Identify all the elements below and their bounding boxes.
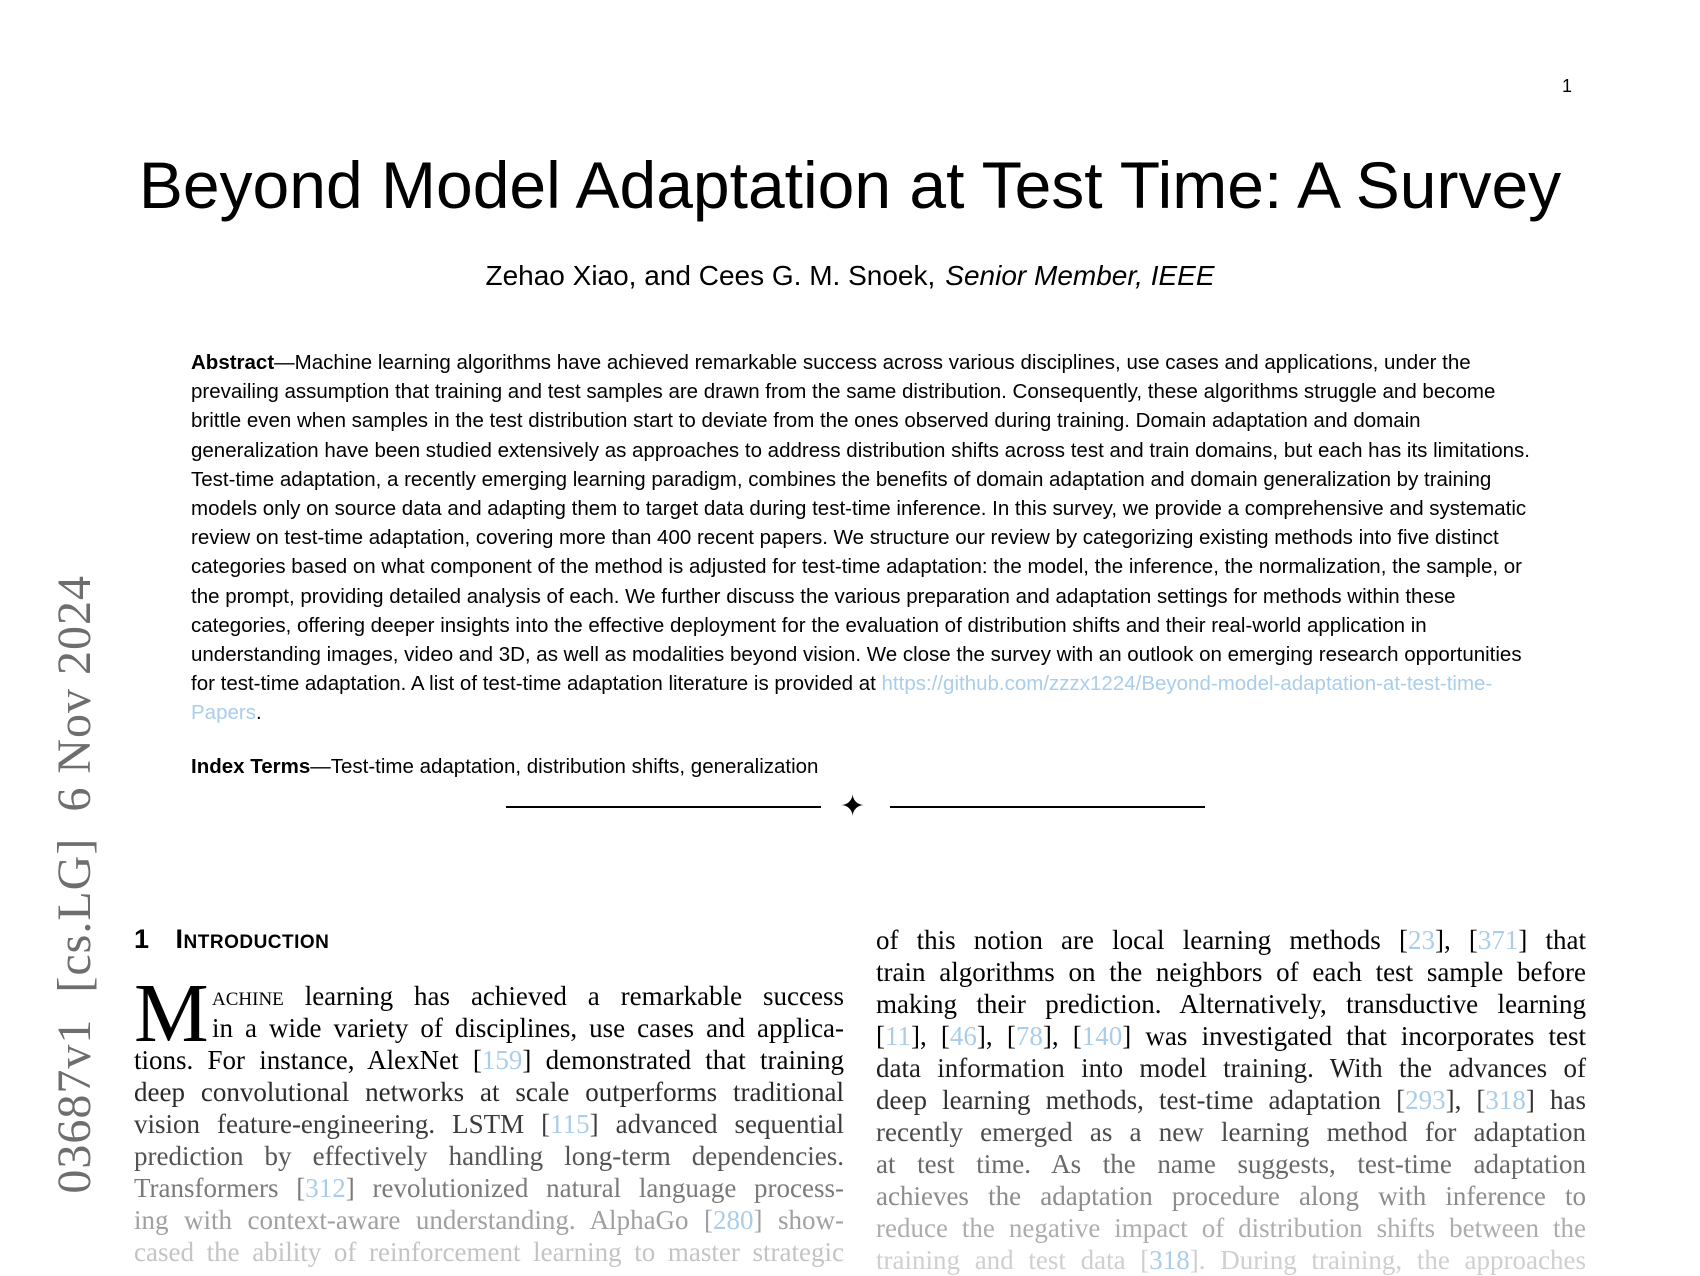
text-line: [11], [46], [78], [140] was investigated that incorporates test <box>876 1021 1587 1051</box>
text-line: deep learning methods, test-time adaptation [293], [318] has <box>876 1085 1587 1115</box>
section-heading <box>134 924 329 955</box>
arxiv-date: 6 Nov 2024 <box>48 575 101 812</box>
divider-line-right <box>890 806 1205 808</box>
index-terms-text: —Test-time adaptation, distribution shifts, generalization <box>310 755 819 778</box>
section-number: 1 <box>134 924 150 954</box>
author-names: Zehao Xiao, and Cees G. M. Snoek, <box>485 260 936 291</box>
citation[interactable]: 293 <box>1405 1085 1446 1115</box>
abstract-link[interactable]: https://github.com/zzzx1224/Beyond-model-adaptation-at-test-time-Papers <box>191 672 1493 725</box>
paper-title: Beyond Model Adaptation at Test Time: A Survey <box>138 148 1562 222</box>
citation[interactable]: 318 <box>1485 1085 1526 1115</box>
citation[interactable]: 280 <box>713 1205 754 1235</box>
citation[interactable]: 318 <box>1149 1245 1190 1275</box>
citation[interactable]: 140 <box>1081 1021 1123 1051</box>
text-line: making their prediction. Alternatively, transductive learning <box>876 989 1586 1019</box>
author-line <box>0 258 1700 294</box>
text-line: data information into model training. With the advances of <box>876 1053 1586 1083</box>
citation[interactable]: 312 <box>305 1173 346 1203</box>
citation[interactable]: 78 <box>1015 1021 1043 1051</box>
arxiv-category: [cs.LG] <box>48 837 101 993</box>
text-line: tions. For instance, AlexNet [159] demonstrated that training <box>134 1045 844 1075</box>
text-line: Transformers [312] revolutionized natural language process- <box>134 1173 845 1203</box>
text-line: deep convolutional networks at scale outperforms traditional <box>134 1077 844 1107</box>
text-line: of this notion are local learning methods [23], [371] that <box>876 925 1586 955</box>
text-line: achine learning has achieved a remarkable success <box>212 981 844 1011</box>
arxiv-stamp <box>48 575 101 1275</box>
section-title: Introduction <box>175 924 330 954</box>
text-line: achieves the adaptation procedure along with inference to <box>876 1181 1586 1211</box>
page-number: 1 <box>1562 76 1573 96</box>
text-line: ing with context-aware understanding. AlphaGo [280] show- <box>134 1205 845 1235</box>
citation[interactable]: 46 <box>949 1021 977 1051</box>
text-line: reduce the negative impact of distribution shifts between the <box>876 1213 1586 1243</box>
text-line: vision feature-engineering. LSTM [115] advanced sequential <box>134 1109 845 1139</box>
divider-line-left <box>506 806 821 808</box>
text-line: training and test data [318]. During training, the approaches <box>876 1245 1586 1275</box>
text-line: at test time. As the name suggests, test-time adaptation <box>876 1149 1586 1179</box>
citation[interactable]: 11 <box>885 1021 911 1051</box>
abstract <box>191 348 1531 728</box>
divider-star-icon: ✦ <box>840 789 866 824</box>
text-line: train algorithms on the neighbors of each test sample before <box>876 957 1586 987</box>
text-line: recently emerged as a new learning method for adaptation <box>876 1117 1586 1147</box>
abstract-end: . <box>255 701 262 725</box>
citation[interactable]: 159 <box>481 1045 523 1075</box>
index-terms-label: Index Terms <box>191 755 311 778</box>
abstract-text: —Machine learning algorithms have achieved remarkable success across various disciplines, use cases and applications, under the prevailing assumption that training and test samples are drawn from the same distribution. Consequently, these algorithms struggle and become brittle even when samples in the test distribution start to deviate from the ones observed during training. Domain adaptation and domain generalization have been studied extensively as approaches to address distribution shifts across test and train domains, but each has its limitations. Test-time adaptation, a recently emerging learning paradigm, combines the benefits of domain adaptation and domain generalization by training models only on source data and adapting them to target data during test-time inference. In this survey, we provide a comprehensive and systematic review on test-time adaptation, covering more than 400 recent papers. We structure our review by categorizing existing methods into five distinct categories based on what component of the method is adjusted for test-time adaptation: the model, the inference, the normalization, the sample, or the prompt, providing detailed analysis of each. We further discuss the various preparation and adaptation settings for methods within these categories, offering deeper insights into the effective deployment for the evaluation of distribution shifts and their real-world application in understanding images, video and 3D, as well as modalities beyond vision. We close the survey with an outlook on emerging research opportunities for test-time adaptation. A list of test-time adaptation literature is provided at <box>191 351 1530 696</box>
index-terms <box>191 752 818 781</box>
text-line: cased the ability of reinforcement learning to master strategic <box>134 1237 844 1267</box>
citation[interactable]: 23 <box>1407 925 1435 955</box>
arxiv-id: 03687v1 <box>48 1018 101 1194</box>
author-affiliation: Senior Member, IEEE <box>945 260 1215 291</box>
text-line: prediction by effectively handling long-term dependencies. <box>134 1141 844 1171</box>
dropcap: M <box>134 967 209 1060</box>
abstract-label: Abstract <box>191 351 275 374</box>
citation[interactable]: 115 <box>550 1109 590 1139</box>
text-line: in a wide variety of disciplines, use cases and applica- <box>212 1013 844 1043</box>
citation[interactable]: 371 <box>1477 925 1519 955</box>
